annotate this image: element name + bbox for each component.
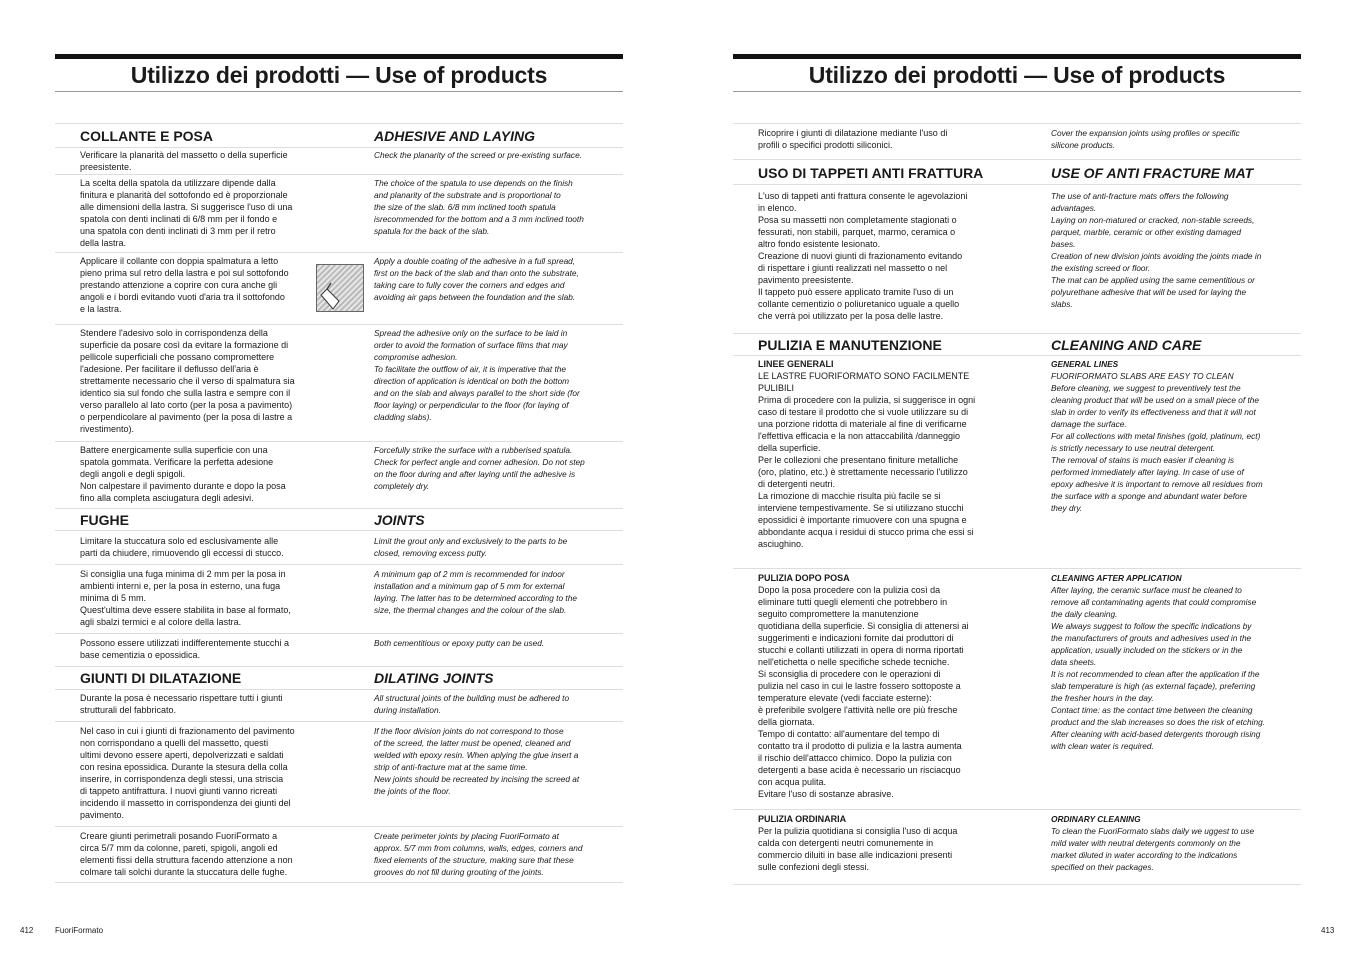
- table-row: [55, 721, 623, 826]
- title-bar: [55, 54, 623, 59]
- section-header-row: [55, 123, 623, 147]
- text-it: Verificare la planarità del massetto o della superficie preesistente.: [80, 150, 288, 172]
- subheading-en: GENERAL LINES: [1051, 359, 1119, 369]
- subheading-en: ORDINARY CLEANING: [1051, 814, 1141, 824]
- table-row: [733, 568, 1301, 809]
- text-it: L'uso di tappeti anti frattura consente le agevolazioni in elenco. Posa su massetti non completamente stagionati o fessurati, non stabili, parquet, marmo, ceramica o altro fondo esistente lesionato. Creazione di nuovi giunti di frazionamento evitando di rispettare i giunti realizzati nel massetto o nel pavimento preesistente. Il tappeto può essere applicato tramite l'uso di un collante cementizio o poliuretanico uguale a quello che verrà poi utilizzato per la posa delle lastre.: [758, 191, 968, 321]
- text-it: Dopo la posa procedere con la pulizia così da eliminare tutti quegli elementi che potrebbero in seguito compromettere la manutenzione quotidiana della superficie. Si consiglia di attenersi ai suggerimenti e indicazioni fornite dai produttori di stucchi e collanti utilizzati in opera di norma riportati nell'etichetta o nelle specifiche schede tecniche. Si sconsiglia di procedere con le operazioni di pulizia nel caso in cui le lastre fossero sottoposte a temperature elevate (vedi facciate esterne): è preferibile svolgere l'attività nelle ore più fresche della giornata. Tempo di contatto: all'aumentare del tempo di contatto tra il prodotto di pulizia e la lastra aumenta il rischio dell'attacco chimico. Dopo la pulizia con detergenti a base acida è necessario un risciacquo con acqua pulita. Evitare l'uso di sostanze abrasive.: [758, 585, 969, 799]
- section-header-row: [733, 333, 1301, 355]
- text-en: A minimum gap of 2 mm is recommended for indoor installation and a minimum gap of 5 mm for external laying. The latter has to be determined according to the size, the thermal changes and the colour of the slab.: [374, 569, 577, 615]
- right-content: [733, 123, 1301, 885]
- page-number-left: 412: [20, 926, 34, 935]
- text-it: Nel caso in cui i giunti di frazionamento del pavimento non corrispondano a quelli del massetto, questi ultimi devono essere aperti, depolverizzati e saldati con resina epossidica. Durante la stesura della colla inserire, in corrispondenza degli stessi, una striscia di tappeto antifrattura. I nuovi giunti vanno ricreati incidendo il massetto in corrispondenza dei giunti del pavimento.: [80, 726, 295, 820]
- table-row: [55, 826, 623, 883]
- text-it: Battere energicamente sulla superficie con una spatola gommata. Verificare la perfetta adesione degli angoli e degli spigoli. Non calpestare il pavimento durante e dopo la posa fino alla completa asciugatura degli adesivi.: [80, 445, 286, 503]
- text-en: Forcefully strike the surface with a rubberised spatula. Check for perfect angle and corner adhesion. Do not step on the floor during and after laying until the adhesive is completely dry.: [374, 445, 585, 491]
- text-it: Durante la posa è necessario rispettare tutti i giunti strutturali del fabbricato.: [80, 693, 283, 715]
- section-header-row: [55, 666, 623, 689]
- text-en: Spread the adhesive only on the surface to be laid in order to avoid the formation of surface films that may compromise adhesion. To facilitate the outflow of air, it is imperative that the direction of application is identical on both the bottom and on the slab and always parallel to the short side (for floor laying) or perpendicular to the floor (for laying of cladding slabs).: [374, 328, 580, 422]
- text-en: The choice of the spatula to use depends on the finish and planarity of the substrate and is proportional to the size of the slab. 6/8 mm inclined tooth spatula isrecommended for the bottom and a 3 mm inclined tooth spatula for the back of the slab.: [374, 178, 584, 236]
- general-it: [758, 358, 988, 550]
- section-heading-en: ADHESIVE AND LAYING: [374, 128, 536, 144]
- text-it: LE LASTRE FUORIFORMATO SONO FACILMENTE PULIBILI Prima di procedere con la pulizia, si suggerisce in ogni caso di testare il prodotto che si vuole utilizzare su di una porzione ridotta di materiale al fine di verificarne l'effettiva efficacia e la non attaccabilità /danneggio della superficie. Per le collezioni che presentano finiture metalliche (oro, platino, etc.) è strettamente necessario l'utilizzo di detergenti neutri. La rimozione di macchie risulta più facile se si interviene tempestivamente. Se si utilizzano stucchi epossidici è importante rimuovere con una spugna e abbondante acqua i residui di stucco prima che essi si asciughino.: [758, 371, 976, 549]
- text-en: Cover the expansion joints using profiles or specific silicone products.: [1051, 128, 1240, 150]
- table-row: [55, 324, 623, 441]
- title-rule: [733, 91, 1301, 92]
- page-title: Utilizzo dei prodotti — Use of products: [130, 62, 548, 88]
- after-it: [758, 572, 988, 800]
- title-bar: [733, 54, 1301, 59]
- table-row: [733, 355, 1301, 568]
- text-en: Create perimeter joints by placing FuoriFormato at approx. 5/7 mm from columns, walls, edges, corners and fixed elements of the structure, making sure that these grooves do not fill during grouting of the joints.: [374, 831, 583, 877]
- brand-name: FuoriFormato: [55, 926, 104, 935]
- subheading-en: CLEANING AFTER APPLICATION: [1051, 573, 1182, 583]
- table-row: [55, 530, 623, 564]
- table-row: [55, 441, 623, 508]
- text-en: All structural joints of the building must be adhered to during installation.: [374, 693, 570, 715]
- text-it: Limitare la stuccatura solo ed esclusivamente alle parti da chiudere, rimuovendo gli eccessi di stucco.: [80, 536, 284, 558]
- text-en: Limit the grout only and exclusively to the parts to be closed, removing excess putty.: [374, 536, 568, 558]
- after-en: [1051, 572, 1281, 752]
- section-heading-it: GIUNTI DI DILATAZIONE: [80, 670, 242, 686]
- table-row: [55, 252, 623, 324]
- table-row: [733, 809, 1301, 885]
- subheading-it: LINEE GENERALI: [758, 359, 834, 369]
- title-rule: [55, 91, 623, 92]
- ordinary-it: [758, 813, 988, 873]
- table-row: [55, 147, 623, 174]
- trowel-icon: [317, 265, 363, 311]
- text-it: Creare giunti perimetrali posando FuoriFormato a circa 5/7 mm da colonne, pareti, spigoli, angoli ed elementi fissi della struttura facendo attenzione a non colmare tali solchi durante la stuccatura delle fughe.: [80, 831, 293, 877]
- text-it: Ricoprire i giunti di dilatazione mediante l'uso di profili o specifici prodotti siliconici.: [758, 128, 948, 150]
- table-row: [733, 184, 1301, 333]
- text-en: After laying, the ceramic surface must be cleaned to remove all contaminating agents that could compromise the daily cleaning. We always suggest to follow the specific indications by the manufacturers of grouts and adhesives used in the application, usually included on the stickers or in the data sheets. It is not recommended to clean after the application if the slab temperature is high (as external façade), preferring the fresher hours in the day. Contact time: as the contact time between the cleaning product and the slab increases so does the risk of etching. After cleaning with acid-based detergents thorough rising with clean water is required.: [1051, 585, 1266, 751]
- page-title: Utilizzo dei prodotti — Use of products: [808, 62, 1226, 88]
- text-en: Apply a double coating of the adhesive in a full spread, first on the back of the slab and than onto the substrate, taking care to fully cover the corners and edges and avoiding air gaps between the foundation and the slab.: [374, 256, 579, 302]
- text-it: Possono essere utilizzati indifferentemente stucchi a base cementizia o epossidica.: [80, 638, 289, 660]
- page-number-right: 413: [1321, 926, 1335, 935]
- text-it: Applicare il collante con doppia spalmatura a letto pieno prima sul retro della lastra e poi sul sottofondo prestando attenzione a coprire con cura anche gli angoli e i bordi evitando vuoti d'aria tra il sottofondo e la lastra.: [80, 256, 289, 314]
- table-row: [55, 689, 623, 721]
- section-header-row: [733, 159, 1301, 184]
- table-row: [55, 564, 623, 633]
- text-it: Stendere l'adesivo solo in corrispondenza della superficie da posare così da evitare la formazione di pellicole superficiali che possano compromettere l'adesione. Per facilitare il deflusso dell'aria è strettamente necessario che il verso di spalmatura sia identico sia sul fondo che sulla lastra e sempre con il verso parallelo al lato corto (per la posa a pavimento) o perpendicolare al pavimento (per la posa di lastre a rivestimento).: [80, 328, 295, 434]
- adhesive-section: [55, 123, 623, 883]
- section-heading-en: CLEANING AND CARE: [1051, 337, 1202, 353]
- subheading-it: PULIZIA ORDINARIA: [758, 814, 847, 824]
- text-en: Both cementitious or epoxy putty can be used.: [374, 638, 545, 648]
- text-it: La scelta della spatola da utilizzare dipende dalla finitura e planarità del sottofondo ed è proporzionale alle dimensioni della lastra. Si suggerisce l'uso di una spatola con denti inclinati di 6/8 mm per il fondo e una spatola con denti inclinati di 3 mm per il retro della lastra.: [80, 178, 293, 248]
- ordinary-en: [1051, 813, 1281, 873]
- section-heading-it: PULIZIA E MANUTENZIONE: [758, 337, 942, 353]
- general-en: [1051, 358, 1281, 514]
- text-en: If the floor division joints do not correspond to those of the screed, the latter must be opened, cleaned and welded with epoxy resin. When aplying the glue insert a strip of anti-fracture mat at the same time. New joints should be recreated by incising the screed at the joints of the floor.: [374, 726, 580, 796]
- table-row: [733, 123, 1301, 159]
- section-heading-en: DILATING JOINTS: [374, 670, 494, 686]
- spreading-illustration: [316, 264, 364, 312]
- text-en: FUORIFORMATO SLABS ARE EASY TO CLEAN Before cleaning, we suggest to preventively test the cleaning product that will be used on a small piece of the slab in order to verify its effectiveness and that it will not damage the surface. For all collections with metal finishes (gold, platinum, ect) is strictly necessary to use neutral detergent. The removal of stains is much easier if cleaning is performed immediately after laying. In case of use of epoxy adhesive it is important to remove all residues from the surface with a sponge and abundant water before they dry.: [1051, 371, 1263, 513]
- table-row: [55, 633, 623, 666]
- table-row: [55, 174, 623, 252]
- section-heading-it: COLLANTE E POSA: [80, 128, 214, 144]
- section-heading-it: FUGHE: [80, 512, 129, 528]
- subheading-it: PULIZIA DOPO POSA: [758, 573, 850, 583]
- text-it: Si consiglia una fuga minima di 2 mm per la posa in ambienti interni e, per la posa in esterno, una fuga minima di 5 mm. Quest'ultima deve essere stabilita in base al formato, agli sbalzi termici e al colore della lastra.: [80, 569, 291, 627]
- text-en: The use of anti-fracture mats offers the following advantages. Laying on non-matured or cracked, non-stable screeds, parquet, marble, ceramic or other existing damaged bases. Creation of new division joints avoiding the joints made in the existing screed or floor. The mat can be applied using the same cementitious or polyurethane adhesive that will be used for laying the slabs.: [1051, 191, 1262, 309]
- section-heading-en: JOINTS: [374, 512, 425, 528]
- section-header-row: [55, 508, 623, 530]
- text-en: To clean the FuoriFormato slabs daily we uggest to use mild water with neutral detergents commonly on the market diluted in water according to the indications specified on their packages.: [1051, 826, 1255, 872]
- text-it: Per la pulizia quotidiana si consiglia l'uso di acqua calda con detergenti neutri comunemente in commercio diluiti in base alle indicazioni presenti sulle confezioni degli stessi.: [758, 826, 958, 872]
- text-en: Check the planarity of the screed or pre-existing surface.: [374, 150, 582, 160]
- section-heading-en: USE OF ANTI FRACTURE MAT: [1051, 165, 1254, 181]
- section-heading-it: USO DI TAPPETI ANTI FRATTURA: [758, 165, 984, 181]
